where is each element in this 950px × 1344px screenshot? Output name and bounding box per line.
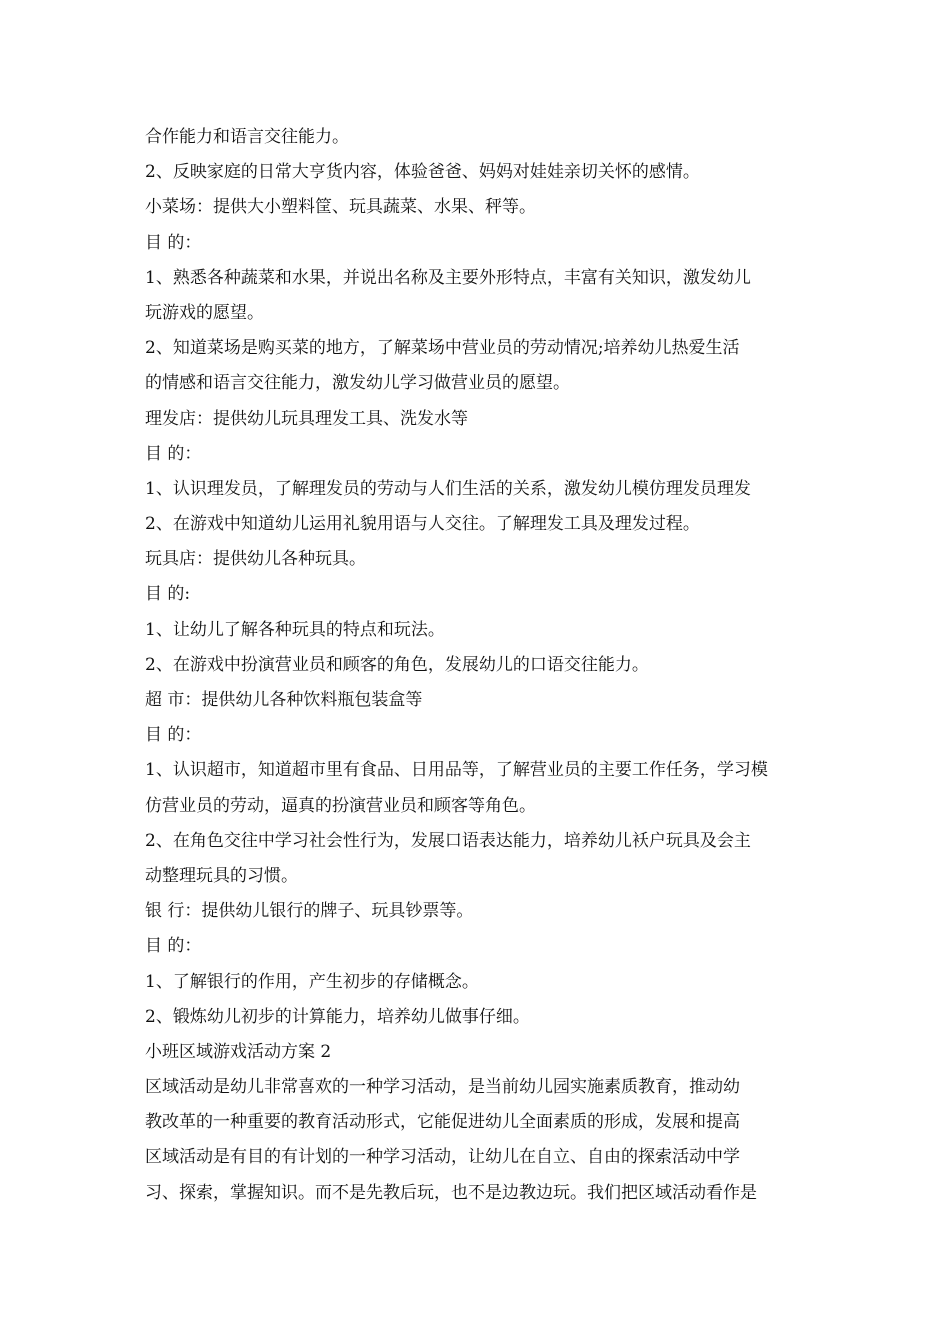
- text-line: 仿营业员的劳动，逼真的扮演营业员和顾客等角色。: [145, 795, 536, 816]
- text-line: 玩游戏的愿望。: [145, 302, 264, 323]
- text-line: 目 的：: [145, 936, 202, 957]
- text-line: 超 市：提供幼儿各种饮料瓶包装盒等: [145, 690, 423, 710]
- text-line: 目 的：: [145, 232, 202, 253]
- text-line: 玩具店：提供幼儿各种玩具。: [145, 549, 366, 570]
- text-line: 动整理玩具的习惯。: [145, 865, 298, 886]
- text-line: 2、锻炼幼儿初步的计算能力，培养幼儿做事仔细。: [145, 1006, 530, 1027]
- text-line: 合作能力和语言交往能力。: [145, 127, 349, 147]
- text-line: 小菜场：提供大小塑料筐、玩具蔬菜、水果、秤等。: [145, 197, 536, 218]
- section-heading: 小班区域游戏活动方案 2: [145, 1041, 332, 1062]
- text-line: 目 的:: [145, 584, 191, 605]
- text-line: 区域活动是有目的有计划的一种学习活动，让幼儿在自立、自由的探索活动中学: [145, 1147, 740, 1168]
- text-line: 目 的：: [145, 725, 202, 746]
- text-line: 2、在游戏中知道幼儿运用礼貌用语与人交往。了解理发工具及理发过程。: [145, 514, 700, 535]
- document-body: [145, 120, 810, 1211]
- text-line: 1、认识理发员，了解理发员的劳动与人们生活的关系，激发幼儿模仿理发员理发: [145, 478, 751, 499]
- text-line: 的情感和语言交往能力，激发幼儿学习做营业员的愿望。: [145, 373, 570, 394]
- text-line: 2、知道菜场是购买菜的地方，了解菜场中营业员的劳动情况;培养幼儿热爱生活: [145, 338, 740, 359]
- text-line: 目 的：: [145, 443, 202, 464]
- text-line: 1、了解银行的作用，产生初步的存储概念。: [145, 971, 479, 992]
- text-line: 1、认识超市，知道超市里有食品、日用品等，了解营业员的主要工作任务，学习模: [145, 760, 768, 781]
- text-line: 习、探索，掌握知识。而不是先教后玩，也不是边教边玩。我们把区域活动看作是: [145, 1182, 757, 1203]
- text-line: 区域活动是幼儿非常喜欢的一种学习活动，是当前幼儿园实施素质教育，推动幼: [145, 1077, 740, 1098]
- text-line: 2、在游戏中扮演营业员和顾客的角色，发展幼儿的口语交往能力。: [145, 654, 649, 675]
- text-line: 2、在角色交往中学习社会性行为，发展口语表达能力，培养幼儿袄户玩具及会主: [145, 830, 751, 851]
- text-line: 1、熟悉各种蔬菜和水果，并说出名称及主要外形特点，丰富有关知识，激发幼儿: [145, 267, 751, 288]
- text-line: 教改革的一种重要的教育活动形式，它能促进幼儿全面素质的形成，发展和提高: [145, 1112, 740, 1133]
- text-line: 理发店：提供幼儿玩具理发工具、洗发水等: [145, 408, 468, 429]
- text-line: 银 行：提供幼儿银行的牌子、玩具钞票等。: [145, 901, 474, 922]
- text-line: 1、让幼儿了解各种玩具的特点和玩法。: [145, 619, 445, 640]
- text-line: 2、反映家庭的日常大亨货内容，体验爸爸、妈妈对娃娃亲切关怀的感情。: [145, 162, 700, 183]
